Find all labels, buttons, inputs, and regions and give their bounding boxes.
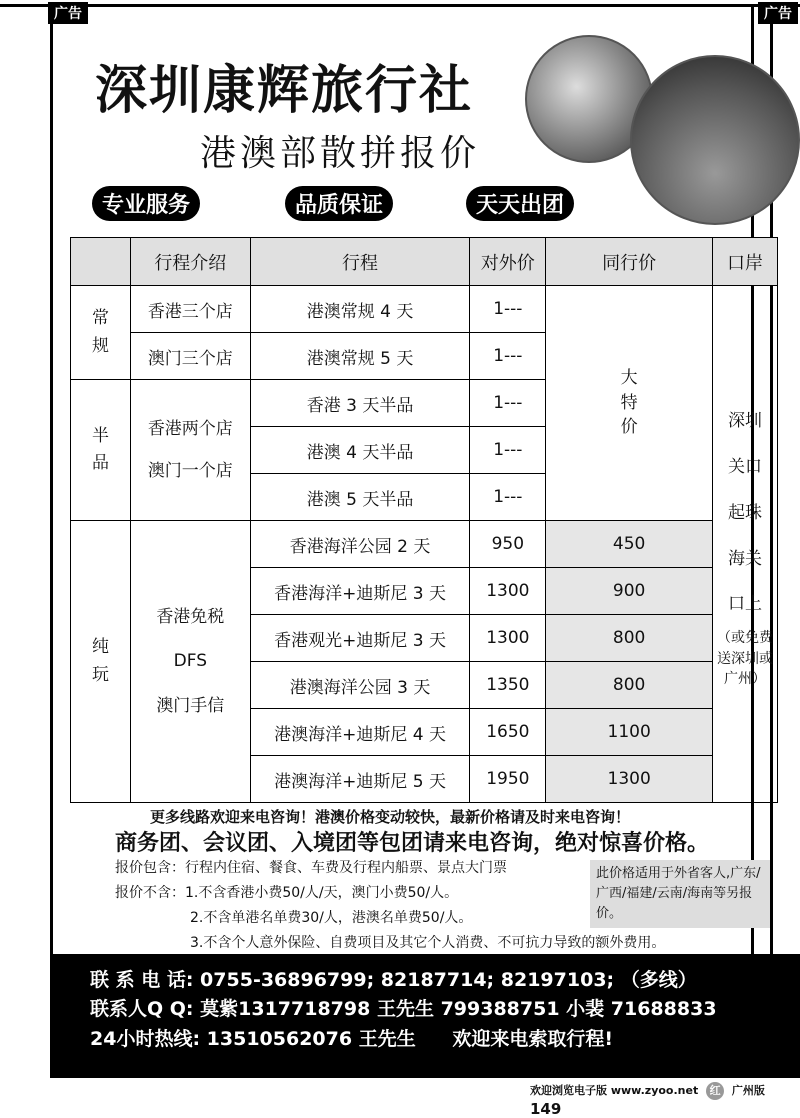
hotline-number: 13510562076 王先生 [206,1027,416,1050]
exclude-item: 2.不含单港名单费30/人，港澳名单费50/人。 [190,910,473,926]
header-cell: 同行价 [546,238,713,286]
slogan-pill: 天天出团 [466,186,574,221]
department-title: 港澳部散拼报价 [200,133,481,174]
footer-text: 欢迎浏览电子版 www.zyoo.net [530,1084,699,1097]
includes-text: 行程内住宿、餐食、车费及行程内船票、景点大门票 [185,860,507,876]
intro-cell: 香港两个店 澳门一个店 [130,380,250,521]
route-cell: 香港 3 天半品 [250,380,470,427]
peer-price-cell: 1100 [546,709,713,756]
contact-hotline-row [90,1025,800,1054]
excludes-label: 报价不含： [115,885,185,901]
out-province-note: 此价格适用于外省客人,广东/广西/福建/云南/海南等另报价。 [590,860,770,928]
company-name: 深圳康辉旅行社 [95,61,474,121]
port-note: （或免费送深圳或广州） [717,630,774,687]
peer-price-cell: 800 [546,662,713,709]
intro-cell: 香港免税 DFS 澳门手信 [130,521,250,803]
route-cell: 港澳海洋+迪斯尼 5 天 [250,756,470,803]
includes-line [115,857,507,877]
header-cell: 口岸 [713,238,778,286]
contact-qq: 联系人Q Q: 莫紫1317718798 王先生 799388751 小裴 71688833 [90,998,717,1021]
intro-cell: 澳门三个店 [130,333,250,380]
more-routes-note: 更多线路欢迎来电咨询！港澳价格变动较快，最新价格请及时来电咨询！ [150,808,631,826]
route-cell: 香港海洋+迪斯尼 3 天 [250,568,470,615]
price-cell: 1--- [470,333,546,380]
table-row [71,521,778,568]
contact-panel [50,954,800,1078]
route-cell: 港澳 4 天半品 [250,427,470,474]
intro-cell: 香港三个店 [130,286,250,333]
header-cell: 行程介绍 [130,238,250,286]
peer-price-cell: 800 [546,615,713,662]
page-footer [530,1082,800,1118]
price-cell: 1300 [470,568,546,615]
route-cell: 港澳 5 天半品 [250,474,470,521]
exclude-item: 3.不含个人意外保险、自费项目及其它个人消费、不可抗力导致的额外费用。 [190,935,666,951]
ad-tag-left: 广告 [48,2,88,24]
price-cell: 1650 [470,709,546,756]
special-price-cell: 大 特 价 [546,286,713,521]
price-cell: 1350 [470,662,546,709]
header-cell [71,238,131,286]
table-header [71,238,778,286]
route-cell: 港澳海洋公园 3 天 [250,662,470,709]
header-cell: 对外价 [470,238,546,286]
includes-label: 报价包含： [115,860,185,876]
edition-label: 广州版 [731,1084,765,1097]
category-cell: 半 品 [71,380,131,521]
route-cell: 香港海洋公园 2 天 [250,521,470,568]
price-cell: 950 [470,521,546,568]
route-cell: 港澳常规 5 天 [250,333,470,380]
category-cell: 常 规 [71,286,131,380]
price-cell: 1--- [470,474,546,521]
route-cell: 港澳常规 4 天 [250,286,470,333]
price-table [70,237,778,803]
category-cell: 纯 玩 [71,521,131,803]
logo-icon: 红 [706,1082,724,1100]
peer-price-cell: 900 [546,568,713,615]
business-groups-note: 商务团、会议团、入境团等包团请来电咨询，绝对惊喜价格。 [115,831,710,856]
port-cell: 深圳 关口 起珠 海关 口上 （或免费送深圳或广州） [713,286,778,803]
castle-photo [630,55,800,225]
peer-price-cell: 1300 [546,756,713,803]
excludes-line [115,882,458,902]
page-number: 149 [530,1100,562,1118]
route-cell: 港澳海洋+迪斯尼 4 天 [250,709,470,756]
welcome-text: 欢迎来电索取行程! [452,1027,614,1050]
price-cell: 1--- [470,380,546,427]
header-cell: 行程 [250,238,470,286]
slogan-pill: 专业服务 [92,186,200,221]
price-cell: 1950 [470,756,546,803]
exclude-item: 1.不含香港小费50/人/天，澳门小费50/人。 [185,885,459,901]
peer-price-cell: 450 [546,521,713,568]
ad-tag-right: 广告 [758,2,798,24]
hotline-label: 24小时热线: [90,1027,201,1050]
route-cell: 香港观光+迪斯尼 3 天 [250,615,470,662]
price-cell: 1--- [470,427,546,474]
table-row [71,286,778,333]
price-cell: 1--- [470,286,546,333]
price-cell: 1300 [470,615,546,662]
contact-phone: 联 系 电 话: 0755-36896799; 82187714; 82197103; （多线） [90,969,697,991]
slogan-pill: 品质保证 [285,186,393,221]
